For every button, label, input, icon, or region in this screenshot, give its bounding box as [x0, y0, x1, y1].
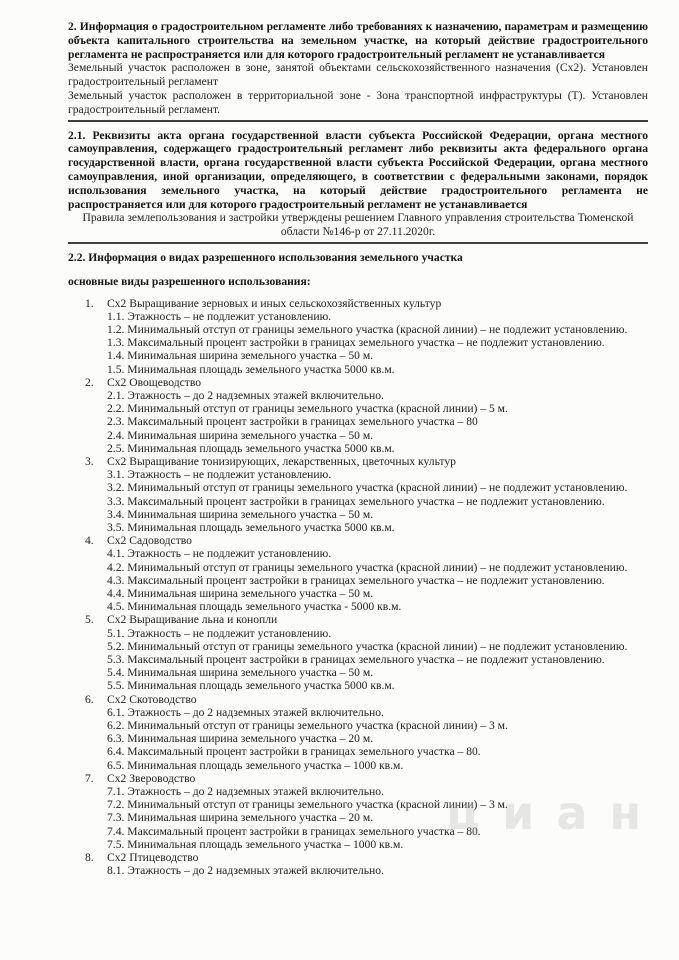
usage-subitem: 7.4. Максимальный процент застройки в границах земельного участка – 80. [107, 824, 481, 838]
usage-item-title: Сх2 Овощеводство [107, 375, 202, 389]
usage-item-number: 7. [85, 771, 94, 785]
usage-subitem: 7.1. Этажность – до 2 надземных этажей включительно. [107, 785, 384, 799]
usage-subitem: 6.4. Максимальный процент застройки в границах земельного участка – 80. [107, 745, 481, 759]
section-2-paragraph: Земельный участок расположен в зоне, занятой объектами сельскохозяйственного назначения (Сх2). Установлен градостроительный регламент [68, 61, 648, 89]
usage-item-title-row [68, 772, 648, 785]
usage-subitem: 4.4. Минимальная ширина земельного участка – 50 м. [107, 587, 374, 601]
section-2-1-paragraph: Правила землепользования и застройки утверждены решением Главного управления строительства Тюменской области №146-р от 27.11.2020г. [82, 211, 634, 239]
usage-item [68, 851, 648, 877]
section-2-1-heading: 2.1. Реквизиты акта органа государственной власти субъекта Российской Федерации, органа местного самоуправления, содержащего градостроительный регламент либо реквизиты акта федерального органа государственной власти, органа государственной власти субъекта Российской Федерации, органа местного самоуправления, иной организации, определяющего, в соответствии с федеральными законами, порядок использования земельного участка, на который действие градостроительного регламента не распространяется или для которого градостроительный регламент не устанавливается [68, 128, 648, 211]
usage-subitem: 4.2. Минимальный отступ от границы земельного участка (красной линии) – не подлежит установлению. [107, 560, 628, 574]
section-2-paragraph: Земельный участок расположен в территориальной зоне - Зона транспортной инфраструктуры (Т). Установлен градостроительный регламент. [68, 88, 648, 116]
document-content [68, 20, 648, 877]
usage-item-title: Сх2 Птицеводство [107, 851, 199, 865]
usage-item-number: 6. [85, 692, 94, 706]
usage-item-number: 3. [85, 454, 94, 468]
usage-item-title: Сх2 Выращивание зерновых и иных сельскохозяйственных культур [107, 296, 442, 310]
section-2 [68, 20, 648, 122]
usage-subitem: 3.5. Минимальная площадь земельного участка 5000 кв.м. [107, 521, 395, 534]
usage-subitem: 6.2. Минимальный отступ от границы земельного участка (красной линии) – 3 м. [107, 719, 508, 733]
usage-subitem: 4.5. Минимальная площадь земельного участка - 5000 кв.м. [107, 600, 402, 614]
usage-item-number: 2. [85, 375, 94, 389]
usage-subitem: 4.1. Этажность – не подлежит установлению. [107, 547, 332, 561]
usage-subitem: 1.2. Минимальный отступ от границы земельного участка (красной линии) – не подлежит установлению. [107, 322, 628, 336]
section-2-heading: 2. Информация о градостроительном регламенте либо требованиях к назначению, параметрам и размещению объекта капитального строительства на земельном участке, на который действие градостроительного регламента не распространяется или для которого градостроительный регламент не устанавливается [68, 20, 648, 61]
usage-item [68, 376, 648, 455]
usage-item-title-row [68, 297, 648, 310]
usage-subitem: 2.1. Этажность – до 2 надземных этажей включительно. [107, 388, 384, 402]
usage-item-title-row [68, 534, 648, 547]
usage-subitem: 2.2. Минимальный отступ от границы земельного участка (красной линии) – 5 м. [107, 402, 508, 416]
usage-item [68, 534, 648, 613]
usage-item-title-row [68, 693, 648, 706]
watermark: циан [446, 786, 664, 840]
usage-subitem: 2.4. Минимальная ширина земельного участка – 50 м. [107, 428, 374, 442]
usage-subitem: 5.1. Этажность – не подлежит установлению. [107, 626, 332, 640]
section-2-2 [68, 251, 648, 878]
usage-subitem: 5.2. Минимальный отступ от границы земельного участка (красной линии) – не подлежит установлению. [107, 639, 628, 653]
usage-subitem: 4.3. Максимальный процент застройки в границах земельного участка – не подлежит установлению. [107, 573, 605, 587]
usage-item [68, 455, 648, 534]
usage-subitem: 3.2. Минимальный отступ от границы земельного участка (красной линии) – не подлежит установлению. [107, 481, 628, 495]
usage-subitem: 3.3. Максимальный процент застройки в границах земельного участка – не подлежит установлению. [107, 494, 605, 508]
usage-item-title: Сх2 Выращивание льна и конопли [107, 613, 278, 627]
usage-subitem: 7.5. Минимальная площадь земельного участка – 1000 кв.м. [107, 837, 404, 851]
usage-subitem: 2.3. Максимальный процент застройки в границах земельного участка – 80 [107, 415, 478, 429]
usage-subitem: 5.4. Минимальная ширина земельного участка – 50 м. [107, 666, 374, 680]
usage-subitem: 1.4. Минимальная ширина земельного участка – 50 м. [107, 349, 374, 363]
usage-subitem: 1.5. Минимальная площадь земельного участка 5000 кв.м. [107, 362, 395, 376]
usage-subitem: 5.5. Минимальная площадь земельного участка 5000 кв.м. [107, 679, 395, 693]
usage-item [68, 613, 648, 692]
usage-item-title-row [68, 376, 648, 389]
section-2-2-subheading: основные виды разрешенного использования: [68, 274, 311, 288]
usage-subitem: 1.1. Этажность – не подлежит установлению. [107, 309, 332, 323]
usage-item-number: 5. [85, 613, 94, 627]
usage-subitem: 6.3. Минимальная ширина земельного участка – 20 м. [107, 732, 374, 746]
usage-item-title: Сх2 Выращивание тонизирующих, лекарственных, цветочных культур [107, 454, 456, 468]
usage-subitem: 3.4. Минимальная ширина земельного участка – 50 м. [107, 507, 374, 521]
usage-subitem: 5.3. Максимальный процент застройки в границах земельного участка – не подлежит установлению. [107, 653, 605, 667]
usage-item [68, 693, 648, 772]
usage-item-number: 8. [85, 851, 94, 865]
usage-item-number: 4. [85, 534, 94, 548]
usage-subitem: 2.5. Минимальная площадь земельного участка 5000 кв.м. [107, 441, 395, 455]
usage-subitem: 1.3. Максимальный процент застройки в границах земельного участка – не подлежит установлению. [107, 336, 605, 350]
usage-subitem: 3.1. Этажность – не подлежит установлению. [107, 468, 332, 482]
usage-subitem: 6.1. Этажность – до 2 надземных этажей включительно. [107, 705, 384, 719]
usage-item-title-row [68, 851, 648, 864]
usage-item-title-row [68, 613, 648, 626]
usage-item-title-row [68, 455, 648, 468]
usage-subitem: 6.5. Минимальная площадь земельного участка – 1000 кв.м. [107, 758, 404, 772]
section-2-1 [68, 129, 648, 244]
usage-item-number: 1. [85, 296, 94, 310]
usage-subitem: 7.3. Минимальная ширина земельного участка – 20 м. [107, 811, 374, 825]
usage-item-title: Сх2 Садоводство [107, 534, 192, 548]
usage-item [68, 297, 648, 376]
usage-item-title: Сх2 Звероводство [107, 771, 196, 785]
usage-subitem: 7.2. Минимальный отступ от границы земельного участка (красной линии) – 3 м. [107, 798, 508, 812]
usage-item-title: Сх2 Скотоводство [107, 692, 197, 706]
section-2-2-heading: 2.2. Информация о видах разрешенного использования земельного участка [68, 250, 463, 264]
usage-subitem: 8.1. Этажность – до 2 надземных этажей включительно. [107, 864, 384, 878]
